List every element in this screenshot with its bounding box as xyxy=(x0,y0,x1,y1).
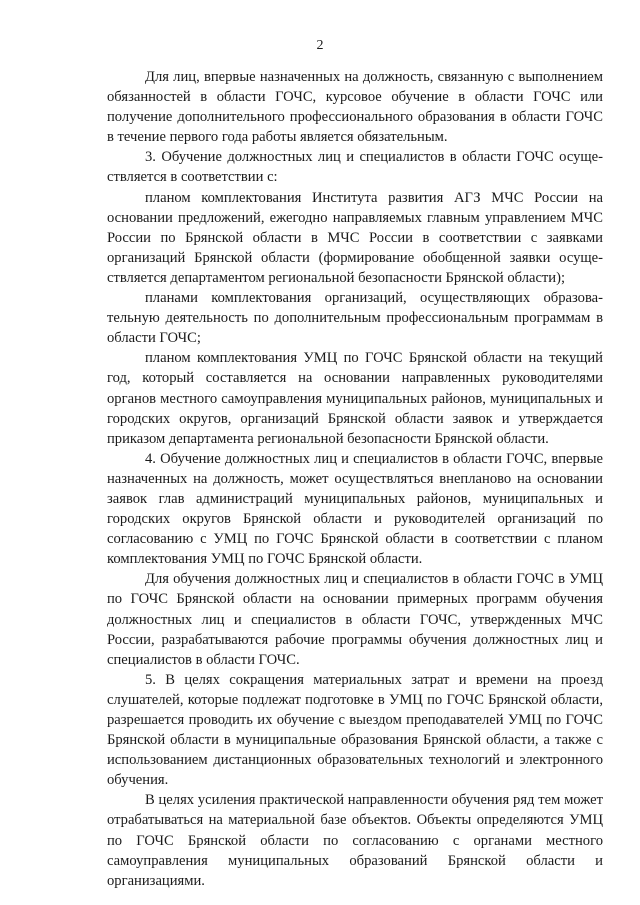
paragraph-first-year-training: Для лиц, впервые назначенных на должность, связанную с выполнением обязанностей в области ГОЧС, курсовое обучение в области ГОЧС или получение дополнительного профессионального образования в области ГОЧС в течение первого года работы является обязательным. xyxy=(107,69,603,146)
paragraph-organizations-plans: планами комплектования организаций, осуществляющих образовательную деятельность по дополнительным профессиональным программам в области ГОЧС; xyxy=(107,290,603,347)
paragraph-work-programs: Для обучения должностных лиц и специалистов в области ГОЧС в УМЦ по ГОЧС Брянской области на основании примерных программ обучения должностных лиц и специалистов в области ГОЧС, утвержденных МЧС России, разрабатываются рабочие программы обучения должностных лиц и специалистов в области ГОЧС. xyxy=(107,571,603,668)
paragraph-section-3-intro: 3. Обучение должностных лиц и специалистов в области ГОЧС осуществляется в соответствии с: xyxy=(107,149,603,186)
page-number: 2 xyxy=(316,38,324,53)
document-body xyxy=(107,67,603,891)
paragraph-section-5: 5. В целях сокращения материальных затрат и времени на проезд слушателей, которые подлежат подготовке в УМЦ по ГОЧС Брянской области, разрешается проводить их обучение с выездом преподавателей УМЦ по ГОЧС Брянской области в муниципальные образования Брянской области, а также с использованием дистанционных образовательных технологий и электронного обучения. xyxy=(107,671,603,789)
paragraph-umc-plan: планом комплектования УМЦ по ГОЧС Брянской области на текущий год, который составляется на основании направленных руководителями органов местного самоуправления муниципальных районов, муниципальных и городских округов, организаций Брянской области заявок и утверждается приказом департамента региональной безопасности Брянской области. xyxy=(107,350,603,447)
paragraph-institute-plan: планом комплектования Института развития АГЗ МЧС России на основании предложений, ежегодно направляемых главным управлением МЧС России по Брянской области в МЧС России в соответствии с заявками организаций Брянской области (формирование обобщенной заявки осуществляется департаментом региональной безопасности Брянской области); xyxy=(107,189,603,286)
paragraph-section-4: 4. Обучение должностных лиц и специалистов в области ГОЧС, впервые назначенных на должность, может осуществляться внепланово на основании заявок глав администраций муниципальных районов, муниципальных и городских округов Брянской области и руководителей организаций по согласованию с УМЦ по ГОЧС Брянской области в соответствии с планом комплектования УМЦ по ГОЧС Брянской области. xyxy=(107,450,603,568)
paragraph-practical-training: В целях усиления практической направленности обучения ряд тем может отрабатываться на материальной базе объектов. Объекты определяются УМЦ по ГОЧС Брянской области по согласованию с органами местного самоуправления муниципальных образований Брянской области и организациями. xyxy=(107,792,603,889)
